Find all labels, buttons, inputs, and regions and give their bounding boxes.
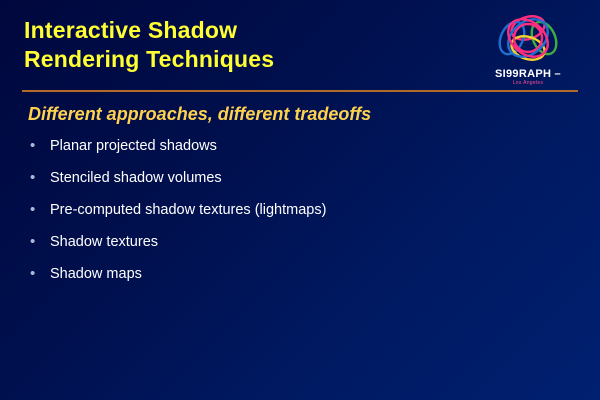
bullet-marker-icon: • — [30, 233, 36, 250]
bullet-text: Stenciled shadow volumes — [50, 170, 222, 186]
bullet-marker-icon: • — [30, 169, 36, 186]
bullet-marker-icon: • — [30, 265, 36, 282]
siggraph-logo — [472, 10, 584, 94]
list-item — [30, 266, 550, 298]
title-line-2: Rendering Techniques — [24, 46, 275, 73]
siggraph-rings-icon — [472, 10, 584, 72]
list-item — [30, 138, 550, 170]
bullet-text: Shadow maps — [50, 266, 142, 282]
list-item — [30, 170, 550, 202]
page-title — [24, 16, 484, 75]
bullet-text: Shadow textures — [50, 234, 159, 250]
bullet-marker-icon: • — [30, 201, 36, 218]
list-item — [30, 202, 550, 234]
title-line-1: Interactive Shadow — [24, 17, 238, 43]
siggraph-wordmark: SI99RAPH – — [495, 68, 561, 80]
bullet-text: Pre-computed shadow textures (lightmaps) — [50, 202, 327, 218]
list-item — [30, 234, 550, 266]
slide-subtitle: Different approaches, different tradeoffs — [28, 104, 372, 124]
siggraph-location: Los Angeles — [512, 80, 544, 86]
bullet-list — [30, 138, 550, 298]
bullet-marker-icon: • — [30, 137, 36, 154]
bullet-text: Planar projected shadows — [50, 138, 217, 154]
